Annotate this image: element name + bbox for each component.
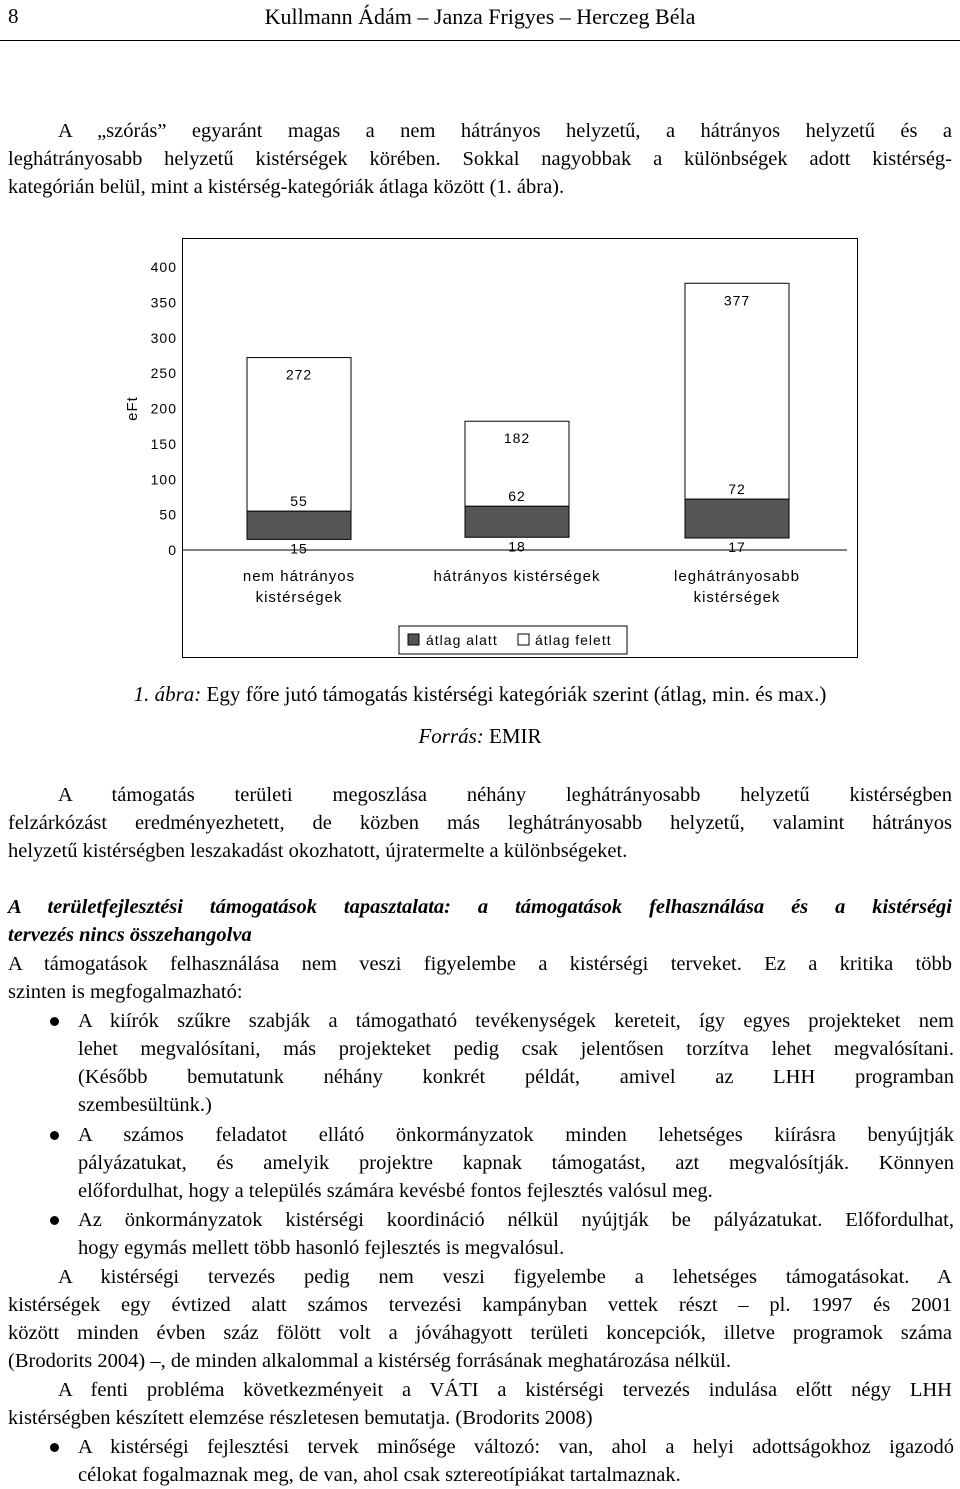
data-label-max: 182 xyxy=(503,430,531,447)
list-item xyxy=(78,1433,954,1489)
figure-source-text: EMIR xyxy=(489,724,542,748)
text-line: A fenti probléma következményeit a VÁTI a kistérségi tervezés indulása előtt négy LHH xyxy=(58,1379,952,1401)
paragraph-2 xyxy=(8,781,952,865)
text-line: között minden évben száz fölött volt a jóváhagyott területi koncepciók, illetve programok száma xyxy=(8,1322,952,1344)
text-line: A támogatás területi megoszlása néhány leghátrányosabb helyzetű kistérségben xyxy=(58,784,952,806)
chart-svg xyxy=(124,239,857,657)
y-tick-label: 400 xyxy=(150,259,177,275)
bullet-icon xyxy=(50,1131,59,1140)
figure-source-label: Forrás: xyxy=(418,724,484,748)
data-label-max: 377 xyxy=(723,292,751,309)
legend-label-above-average: átlag felett xyxy=(535,632,612,648)
text-line: (Később bemutatunk néhány konkrét példát, amivel az LHH programban xyxy=(78,1066,954,1088)
data-label-avg: 55 xyxy=(290,493,308,510)
text-line: A támogatások felhasználása nem veszi figyelembe a kistérségi terveket. Ez a kritika több xyxy=(8,953,952,975)
y-tick-label: 150 xyxy=(150,435,177,452)
figure-caption-label: 1. ábra: xyxy=(133,682,202,706)
text-line: kistérségek egy évtized alatt számos tervezési kampányban vettek részt – pl. 1997 és 2001 xyxy=(8,1294,952,1316)
category-label: kistérségek xyxy=(255,589,343,606)
text-line: célokat fogalmaznak meg, de van, ahol csak sztereotípiákat tartalmaznak. xyxy=(78,1464,681,1486)
category-label: hátrányos kistérségek xyxy=(433,568,601,585)
text-line: kistérségben készített elemzése részletesen bemutatja. (Brodorits 2008) xyxy=(8,1407,593,1429)
text-line: felzárkózást eredményezhetett, de közben más leghátrányosabb helyzetű, valamint hátrányos xyxy=(8,812,952,834)
data-label-min: 15 xyxy=(290,540,308,557)
text-line: A kistérségi tervezés pedig nem veszi figyelembe a lehetséges támogatásokat. A xyxy=(58,1266,952,1288)
page-number: 8 xyxy=(8,4,19,28)
text-line: lehet megvalósítani, más projekteket pedig csak jelentősen torzítva lehet megvalósítani. xyxy=(78,1038,954,1060)
page-header xyxy=(0,0,960,41)
text-line: szembesültünk.) xyxy=(78,1094,212,1116)
category-label: leghátrányosabb xyxy=(674,568,800,585)
y-tick-label: 300 xyxy=(150,329,177,346)
legend-swatch-above-average xyxy=(518,634,529,645)
paragraph-5 xyxy=(8,1376,952,1432)
data-label-min: 17 xyxy=(728,538,746,555)
bullet-icon xyxy=(50,1017,59,1026)
y-tick-label: 100 xyxy=(150,471,177,488)
text-line: helyzetű kistérségben leszakadást okozhatott, újratermelte a különbségeket. xyxy=(8,840,628,862)
legend-label-below-average: átlag alatt xyxy=(426,632,498,648)
figure-caption xyxy=(0,682,960,707)
text-line: hogy egymás mellett több hasonló fejlesztés is megvalósul. xyxy=(78,1237,565,1259)
y-axis-title: eFt xyxy=(124,396,141,421)
text-line: A kistérségi fejlesztési tervek minősége változó: van, ahol a helyi adottságokhoz igazodó xyxy=(78,1436,954,1458)
text-line: (Brodorits 2004) –, de minden alkalommal a kistérség forrásának meghatározása nélkül. xyxy=(8,1350,731,1372)
category-label: kistérségek xyxy=(693,589,781,606)
bullet-icon xyxy=(50,1216,59,1225)
section-heading xyxy=(8,893,952,949)
data-label-min: 18 xyxy=(508,538,526,555)
bar-segment-below-average xyxy=(247,511,351,539)
list-item xyxy=(78,1121,954,1205)
text-line: előfordulhat, hogy a település számára kevésbé fontos fejlesztés valósul meg. xyxy=(78,1180,713,1202)
text-line: pályázatukat, és amelyik projektre kapnak támogatást, azt megvalósítják. Könnyen xyxy=(78,1152,954,1174)
bullet-icon xyxy=(50,1443,59,1452)
data-label-max: 272 xyxy=(285,366,313,383)
text-line: leghátrányosabb helyzetű kistérségek körében. Sokkal nagyobbak a különbségek adott kistérség- xyxy=(8,148,952,170)
data-label-avg: 62 xyxy=(508,488,526,505)
running-head-authors: Kullmann Ádám – Janza Frigyes – Herczeg Béla xyxy=(264,4,696,29)
category-label: nem hátrányos xyxy=(242,568,356,585)
text-line: Az önkormányzatok kistérségi koordináció nélkül nyújtják be pályázatukat. Előfordulhat, xyxy=(78,1209,954,1231)
figure-source xyxy=(0,724,960,749)
y-tick-label: 250 xyxy=(150,365,177,382)
list-item xyxy=(78,1007,954,1119)
text-line: szinten is megfogalmazható: xyxy=(8,981,243,1003)
text-line: A „szórás” egyaránt magas a nem hátrányos helyzetű, a hátrányos helyzetű és a xyxy=(58,120,952,142)
heading-line: tervezés nincs összehangolva xyxy=(8,924,252,946)
text-line: A kiírók szűkre szabják a támogatható tevékenységek kereteit, így egyes projekteket nem xyxy=(78,1010,954,1032)
heading-line: A területfejlesztési támogatások tapasztalata: a támogatások felhasználása és a kistérségi xyxy=(8,896,952,918)
intro-paragraph xyxy=(8,117,952,201)
y-tick-label: 50 xyxy=(159,506,177,523)
legend-swatch-below-average xyxy=(408,634,419,645)
chart-frame xyxy=(124,238,858,658)
list-item xyxy=(78,1206,954,1262)
text-line: A számos feladatot ellátó önkormányzatok minden lehetséges kiírásra benyújtják xyxy=(78,1124,954,1146)
paragraph-4 xyxy=(8,1263,952,1375)
y-tick-label: 0 xyxy=(168,542,177,558)
bar-segment-above-average xyxy=(685,283,789,499)
bar-segment-below-average xyxy=(685,499,789,538)
figure-caption-text: Egy főre jutó támogatás kistérségi kategóriák szerint (átlag, min. és max.) xyxy=(206,682,827,706)
paragraph-3 xyxy=(8,950,952,1006)
y-tick-label: 200 xyxy=(150,400,177,417)
bar-segment-below-average xyxy=(465,506,569,537)
y-tick-label: 350 xyxy=(150,294,177,311)
data-label-avg: 72 xyxy=(728,481,746,498)
text-line: kategórián belül, mint a kistérség-kategóriák átlaga között (1. ábra). xyxy=(8,176,565,198)
